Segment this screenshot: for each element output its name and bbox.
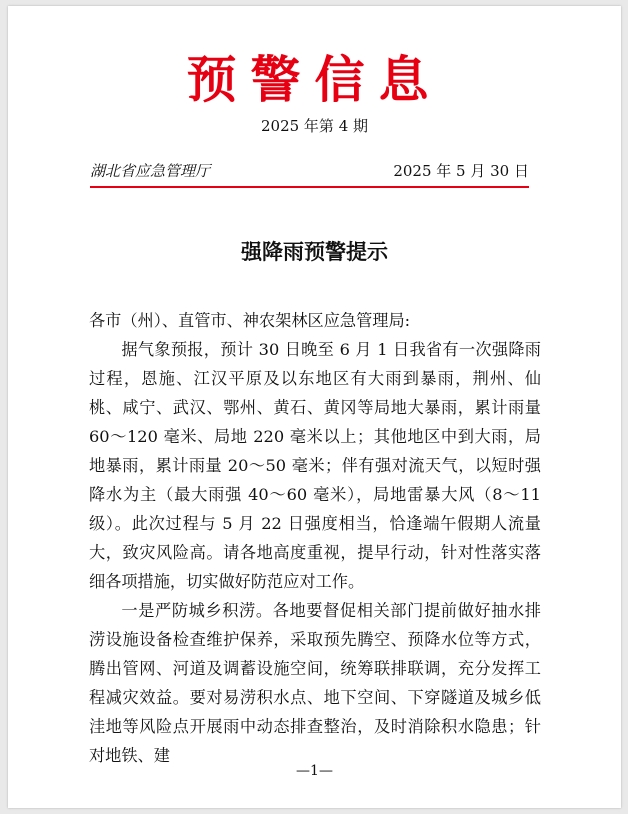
paragraph-forecast: 据气象预报，预计 30 日晚至 6 月 1 日我省有一次强降雨过程，恩施、江汉平原及以东地区有大雨到暴雨，荆州、仙桃、咸宁、武汉、鄂州、黄石、黄冈等局地大暴雨，累计雨量 60～120 毫米、局地 220 毫米以上；其他地区中到大雨，局地暴雨，累计雨量 20～50 毫米；伴有强对流天气，以短时强降水为主（最大雨强 40～60 毫米），局地雷暴大风（8～11 级）。此次过程与 5 月 22 日强度相当，恰逢端午假期人流量大，致灾风险高。请各地高度重视，提早行动，针对性落实落细各项措施，切实做好防范应对工作。 [89, 340, 541, 591]
salutation: 各市（州）、直管市、神农架林区应急管理局: [89, 311, 411, 330]
document-body [89, 306, 541, 770]
page-number: —1— [296, 763, 333, 779]
red-divider-line [90, 186, 529, 188]
document-title: 强降雨预警提示 [241, 239, 388, 264]
document-page [8, 6, 621, 808]
paragraph-flood-prevention: 一是严防城乡积涝。各地要督促相关部门提前做好抽水排涝设施设备检查维护保养，采取预先腾空、预降水位等方式，腾出管网、河道及调蓄设施空间，统筹联排联调，充分发挥工程减灾效益。要对易涝积水点、地下空间、下穿隧道及城乡低洼地等风险点开展雨中动态排查整治，及时消除积水隐患；针对地铁、建 [89, 601, 541, 765]
issue-number: 2025 年第 4 期 [260, 117, 369, 135]
issuing-organization: 湖北省应急管理厅 [90, 162, 211, 180]
masthead-title: 预警信息 [186, 50, 443, 109]
issue-date: 2025 年 5 月 30 日 [393, 162, 529, 180]
